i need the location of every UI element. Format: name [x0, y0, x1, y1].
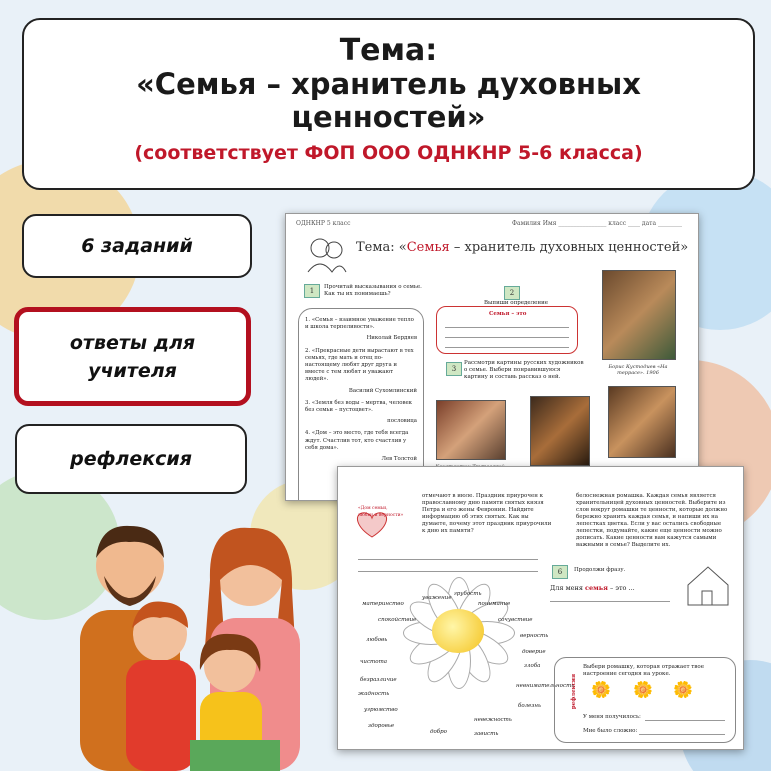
phrase-suffix: – это ... — [607, 584, 635, 592]
value-word: уважение — [422, 595, 452, 601]
sheet1-title-highlight: Семья — [406, 240, 450, 255]
task-number-3: 3 — [446, 362, 462, 376]
quote-4: 4. «Дом – это место, где тебя всегда ждут. Счастлив тот, кто счастлив у себя дома». — [305, 430, 409, 451]
value-word: невнимательность — [516, 683, 575, 689]
task1-text: Прочитай высказывания о семье. Как ты их понимаешь? — [324, 284, 422, 297]
value-word: сочувствие — [498, 617, 533, 623]
sheet1-header-left: ОДНКНР 5 класс — [296, 220, 351, 227]
daisy-happy-icon[interactable]: 🌼 — [591, 680, 611, 699]
definition-label: Семья – это — [489, 311, 527, 317]
badge-reflection-label: рефлексия — [70, 448, 192, 470]
task5-text: белоснежная ромашка. Каждая семья является хранительницей духовных ценностей. Выберите из слов вокруг ромашки те ценности, которые должно бережно хранить каждая семья, и напиши их на лепестках цветка. Если у вас остались свободные лепестки, подумайте, какие еще ценности можно дописать. Какие ценности вам кажутся самыми важными в семье? Выделите их. — [576, 493, 728, 548]
caption-1: Борис Кустодиев «На террасе». 1906 — [608, 364, 668, 376]
daisy-sad-icon[interactable]: 🌼 — [673, 680, 693, 699]
title-subtitle: (соответствует ФОП ООО ОДНКНР 5-6 класса) — [134, 142, 643, 164]
definition-box — [436, 306, 578, 354]
hard-label: Мне было сложно: — [583, 728, 638, 734]
value-word: зависть — [474, 731, 499, 737]
quote-2-author: Василий Сухомлинский — [348, 387, 417, 394]
quote-3-author: пословица — [387, 418, 417, 425]
value-word: болезнь — [518, 703, 542, 709]
badge-answers — [14, 307, 251, 406]
value-word: понимание — [478, 601, 511, 607]
badge-tasks — [22, 214, 252, 278]
task-number-6: 6 — [552, 565, 568, 579]
quote-4-author: Лев Толстой — [381, 456, 417, 463]
worksheet-page-1 — [285, 213, 699, 501]
title-card — [22, 18, 755, 190]
value-word: добро — [430, 729, 447, 735]
reflection-task: Выбери ромашку, которая отражает твое настроение сегодня на уроке. — [583, 664, 704, 677]
daisy-neutral-icon[interactable]: 🌼 — [633, 680, 653, 699]
title-line1: Тема: — [339, 33, 438, 68]
sheet1-title — [356, 240, 688, 255]
family-illustration-icon — [304, 234, 348, 274]
task6-text: Продолжи фразу. — [574, 567, 626, 573]
heart-text: «Дом семьи, любви и верности» — [358, 506, 404, 518]
title-line2: «Семья – хранитель духовных — [136, 67, 641, 101]
value-word: безразличие — [360, 677, 397, 683]
quote-1-author: Николай Бердяев — [366, 335, 417, 342]
value-word: невежность — [474, 717, 512, 723]
task3-text: Рассмотри картины русских художников о семье. Выбери понравившуюся картину и составь рассказ о ней. — [464, 360, 584, 380]
task4-text: отмечают в июле. Праздник приурочен к православному дню памяти святых князя Петра и его жены Февронии. Найдите информацию об этих святых. Как вы думаете, почему этот праздник приурочили к дню их памяти? — [422, 493, 552, 534]
learned-label: У меня получилось: — [583, 714, 641, 720]
value-word: жадность — [358, 691, 390, 697]
quote-2: 2. «Прекрасные дети вырастают в тех семьях, где мать и отец по-настоящему любят друг друга и вместе с тем любят и уважают людей». — [305, 347, 414, 383]
badge-reflection — [15, 424, 247, 494]
painting-2 — [436, 400, 506, 460]
family-cartoon-illustration — [60, 510, 330, 771]
sheet1-title-suffix: – хранитель духовных ценностей» — [449, 240, 689, 255]
value-word: угрюмство — [364, 707, 398, 713]
reflection-panel — [554, 657, 736, 743]
value-word: любовь — [366, 637, 388, 643]
sheet1-title-prefix: Тема: « — [356, 240, 407, 255]
phrase-prefix: Для меня — [550, 584, 585, 592]
worksheet-page-2 — [337, 466, 744, 750]
task-number-1: 1 — [304, 284, 320, 298]
quote-3: 3. «Земля без воды – мертва, человек без семьи – пустоцвет». — [305, 399, 413, 414]
phrase-highlight: семья — [584, 584, 608, 592]
badge-tasks-label: 6 заданий — [81, 235, 193, 257]
value-word: верность — [520, 633, 549, 639]
painting-4 — [608, 386, 676, 458]
sheet1-header-right: Фамилия Имя ________________ класс ____ дата ________ — [512, 220, 682, 227]
value-word: материнство — [362, 601, 404, 607]
task-number-2: 2 — [504, 286, 520, 300]
quote-1: 1. «Семья – взаимное уважение тепло и школа терпеливости». — [305, 317, 414, 331]
painting-1 — [602, 270, 676, 360]
title-line3: ценностей» — [291, 100, 486, 134]
value-word: доверие — [522, 649, 546, 655]
painting-3 — [530, 396, 590, 466]
reflection-side-label: рефлексия — [571, 673, 578, 710]
value-word: злоба — [524, 663, 541, 669]
value-word: чистота — [360, 659, 388, 665]
task2-text: Выпиши определение — [484, 300, 549, 306]
value-word: грубость — [454, 591, 482, 597]
badge-answers-line2: учителя — [88, 359, 177, 382]
value-word: здоровье — [368, 723, 395, 729]
badge-answers-line1: ответы для — [69, 331, 196, 354]
value-word: спокойствие — [378, 617, 417, 623]
daisy-center — [432, 609, 484, 653]
